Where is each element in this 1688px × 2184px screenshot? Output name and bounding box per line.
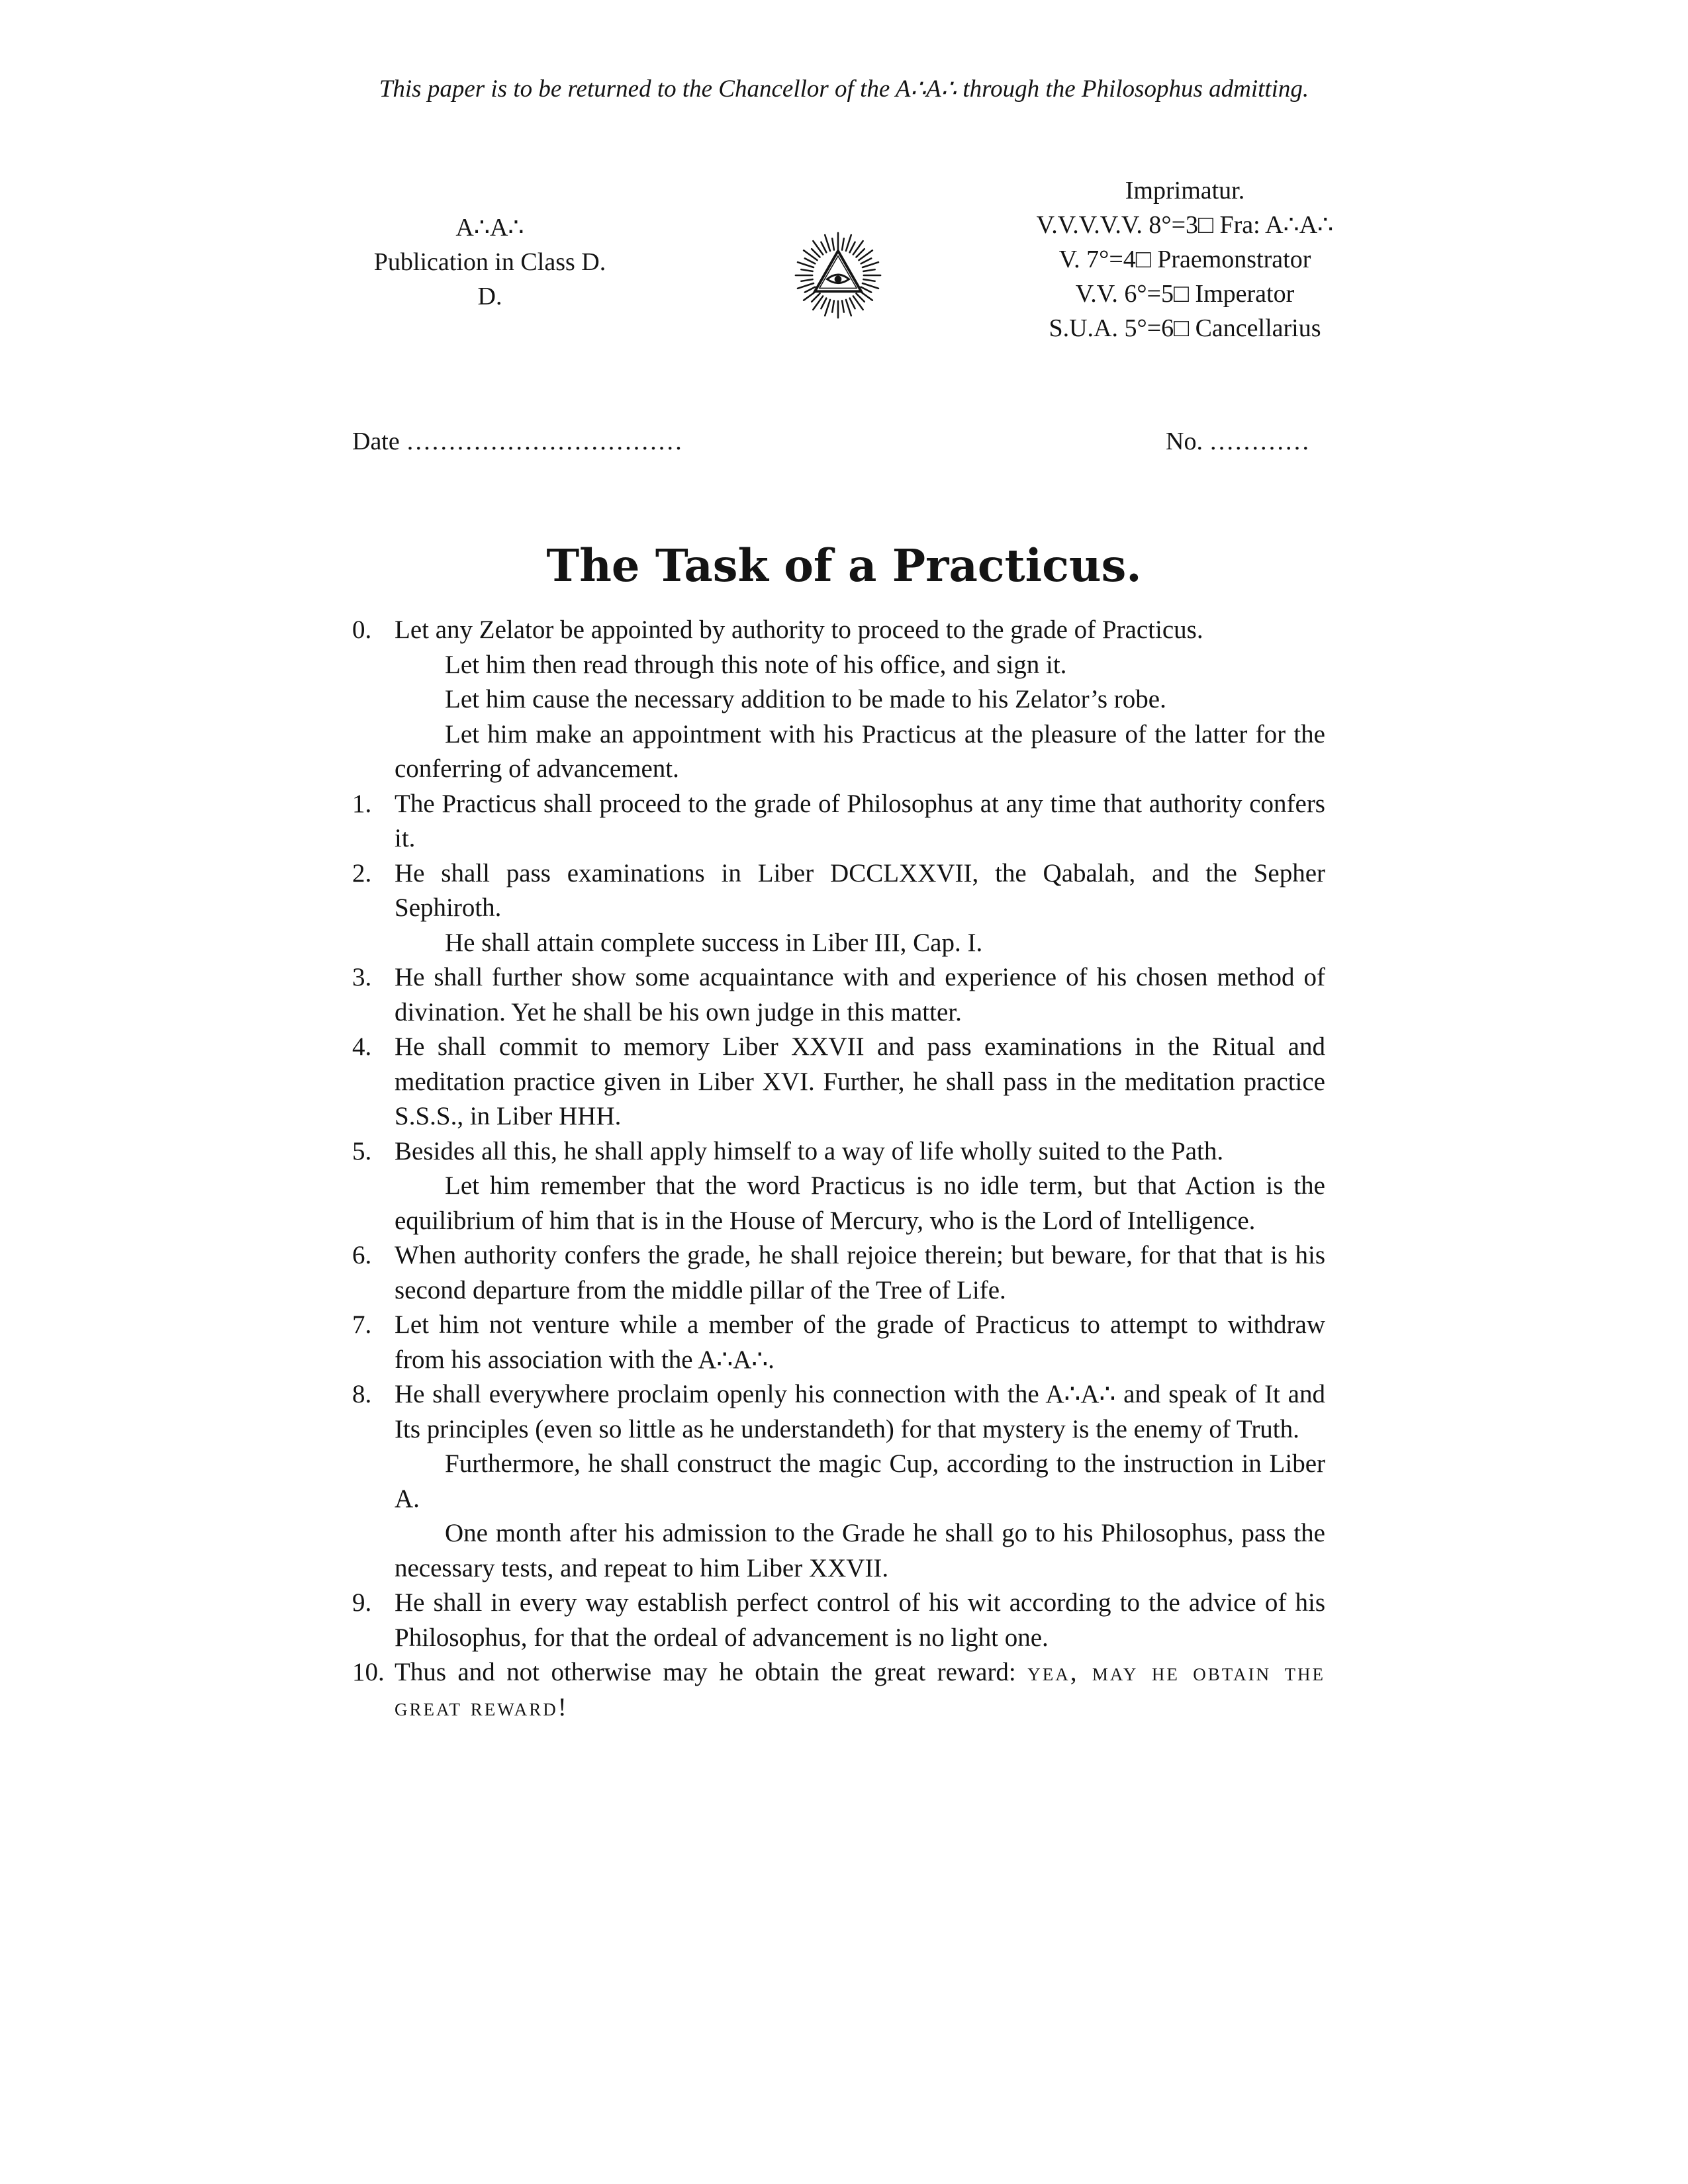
class-letter: D. <box>477 283 502 310</box>
item-paragraph <box>395 1655 1325 1725</box>
date-field: Date …………………………… <box>352 428 683 455</box>
item-number: 4. <box>352 1032 372 1061</box>
list-item <box>352 856 1325 961</box>
imprimatur-block <box>986 173 1383 345</box>
item-paragraph: He shall attain complete success in Liber III, Cap. I. <box>445 928 983 957</box>
item-paragraph: One month after his admission to the Grade he shall go to his Philosophus, pass the necessary tests, and repeat to him Liber XXVII. <box>395 1519 1325 1582</box>
list-item <box>352 1586 1325 1655</box>
item-paragraph: Let him then read through this note of his office, and sign it. <box>445 650 1067 679</box>
imprimatur-line: V. 7°=4□ Praemonstrator <box>1058 246 1311 273</box>
imprimatur-line: S.U.A. 5°=6□ Cancellarius <box>1049 314 1321 342</box>
eye-in-triangle-icon <box>793 230 883 320</box>
item-number: 10. <box>352 1658 385 1686</box>
item-paragraph: Furthermore, he shall construct the magic Cup, according to the instruction in Liber A. <box>395 1449 1325 1513</box>
final-smallcaps-text: yea, may he obtain the great reward <box>395 1658 1325 1721</box>
item-number: 6. <box>352 1241 372 1269</box>
item-number: 3. <box>352 963 372 991</box>
item-paragraph: When authority confers the grade, he shall rejoice therein; but beware, for that that is his second departure from the middle pillar of the Tree of Life. <box>395 1241 1325 1304</box>
list-item <box>352 1134 1325 1239</box>
item-number: 1. <box>352 789 372 818</box>
imprimatur-line: V.V.V.V.V. 8°=3□ Fra: A∴A∴ <box>1036 211 1334 239</box>
return-notice: This paper is to be returned to the Chancellor of the A∴A∴ through the Philosophus admitting. <box>379 75 1309 103</box>
item-number: 2. <box>352 858 372 887</box>
number-field: No. ………… <box>1166 428 1310 455</box>
item-paragraph: He shall pass examinations in Liber DCCLXXVII, the Qabalah, and the Sepher Sephiroth. <box>395 858 1325 922</box>
item-number: 5. <box>352 1136 372 1165</box>
item-paragraph: Let him not venture while a member of the grade of Practicus to attempt to withdraw from his association with the A∴A∴. <box>395 1310 1325 1374</box>
list-item <box>352 613 1325 787</box>
list-item <box>352 1238 1325 1308</box>
item-paragraph: Let him make an appointment with his Practicus at the pleasure of the latter for the conferring of advancement. <box>395 719 1325 783</box>
list-item-final <box>352 1655 1325 1725</box>
publication-class: Publication in Class D. <box>373 248 606 276</box>
imprimatur-line: V.V. 6°=5□ Imperator <box>1075 280 1295 308</box>
list-item <box>352 1377 1325 1586</box>
final-text: Thus and not otherwise may he obtain the great reward: <box>395 1658 1028 1686</box>
item-number: 9. <box>352 1588 372 1617</box>
list-item <box>352 1308 1325 1377</box>
item-paragraph: He shall commit to memory Liber XXVII and pass examinations in the Ritual and meditation practice given in Liber XVI. Further, he shall pass in the meditation practice S.S.S., in Liber HHH. <box>395 1032 1325 1130</box>
item-paragraph: He shall everywhere proclaim openly his connection with the A∴A∴ and speak of It and Its principles (even so little as he understandeth) for that mystery is the enemy of Truth. <box>395 1380 1325 1443</box>
imprimatur-heading: Imprimatur. <box>1125 177 1245 205</box>
final-punctuation: ! <box>557 1692 567 1721</box>
item-paragraph: The Practicus shall proceed to the grade of Philosophus at any time that authority confers it. <box>395 789 1325 852</box>
item-paragraph: He shall further show some acquaintance with and experience of his chosen method of divination. Yet he shall be his own judge in this matter. <box>395 963 1325 1026</box>
item-number: 8. <box>352 1380 372 1408</box>
order-name: A∴A∴ <box>455 214 524 242</box>
list-item <box>352 960 1325 1030</box>
task-list <box>352 613 1325 1725</box>
item-number: 7. <box>352 1310 372 1339</box>
item-number: 0. <box>352 615 372 644</box>
document-title: The Task of a Practicus. <box>546 539 1142 592</box>
item-paragraph: Let him cause the necessary addition to be made to his Zelator’s robe. <box>445 685 1166 713</box>
list-item <box>352 1030 1325 1134</box>
item-paragraph: He shall in every way establish perfect control of his wit according to the advice of his Philosophus, for that the ordeal of advancement is no light one. <box>395 1588 1325 1652</box>
list-item <box>352 787 1325 856</box>
publication-block <box>344 210 635 314</box>
item-paragraph: Besides all this, he shall apply himself to a way of life wholly suited to the Path. <box>395 1136 1224 1165</box>
item-paragraph: Let him remember that the word Practicus is no idle term, but that Action is the equilibrium of him that is in the House of Mercury, who is the Lord of Intelligence. <box>395 1171 1325 1235</box>
item-paragraph: Let any Zelator be appointed by authority to proceed to the grade of Practicus. <box>395 615 1203 644</box>
